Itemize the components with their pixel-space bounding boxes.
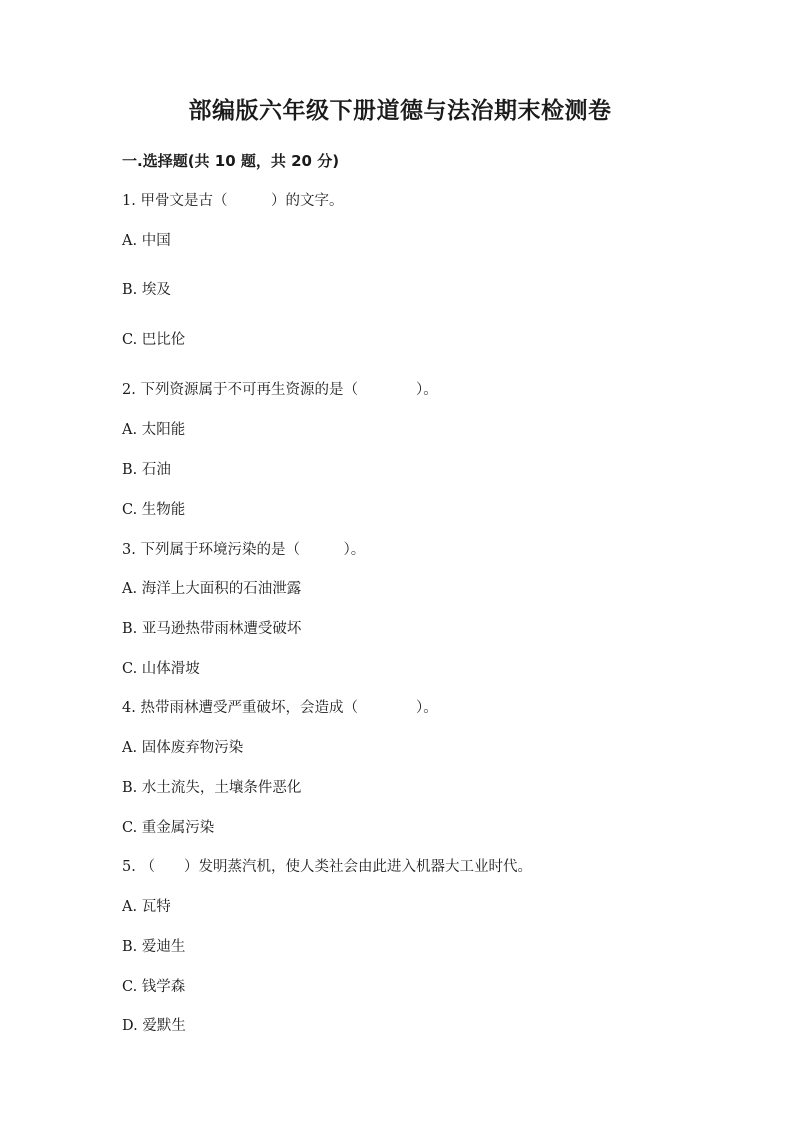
question-option: A. 海洋上大面积的石油泄露 — [122, 581, 302, 597]
question-option: C. 巴比伦 — [122, 332, 186, 348]
question-option: C. 生物能 — [122, 502, 186, 518]
question-option: C. 钱学森 — [122, 979, 186, 995]
page-title: 部编版六年级下册道德与法治期末检测卷 — [188, 98, 612, 124]
question-option: B. 石油 — [122, 462, 171, 478]
question-stem: 3. 下列属于环境污染的是（ ）。 — [122, 542, 366, 558]
question-option: A. 太阳能 — [122, 422, 186, 438]
question-option: B. 埃及 — [122, 282, 171, 298]
question-stem: 4. 热带雨林遭受严重破坏，会造成（ ）。 — [122, 700, 438, 716]
question-stem: 5. （ ）发明蒸汽机，使人类社会由此进入机器大工业时代。 — [122, 859, 532, 875]
question-stem: 1. 甲骨文是古（ ）的文字。 — [122, 193, 344, 209]
question-option: D. 爱默生 — [122, 1018, 186, 1034]
question-option: C. 重金属污染 — [122, 820, 215, 836]
question-option: B. 爱迪生 — [122, 939, 186, 955]
section-heading: 一.选择题(共 10 题，共 20 分) — [122, 152, 340, 170]
question-option: C. 山体滑坡 — [122, 661, 200, 677]
question-option: A. 中国 — [122, 233, 171, 249]
question-option: A. 瓦特 — [122, 899, 171, 915]
question-option: B. 亚马逊热带雨林遭受破坏 — [122, 621, 302, 637]
question-option: B. 水土流失，土壤条件恶化 — [122, 780, 302, 796]
question-stem: 2. 下列资源属于不可再生资源的是（ ）。 — [122, 382, 438, 398]
question-option: A. 固体废弃物污染 — [122, 740, 244, 756]
